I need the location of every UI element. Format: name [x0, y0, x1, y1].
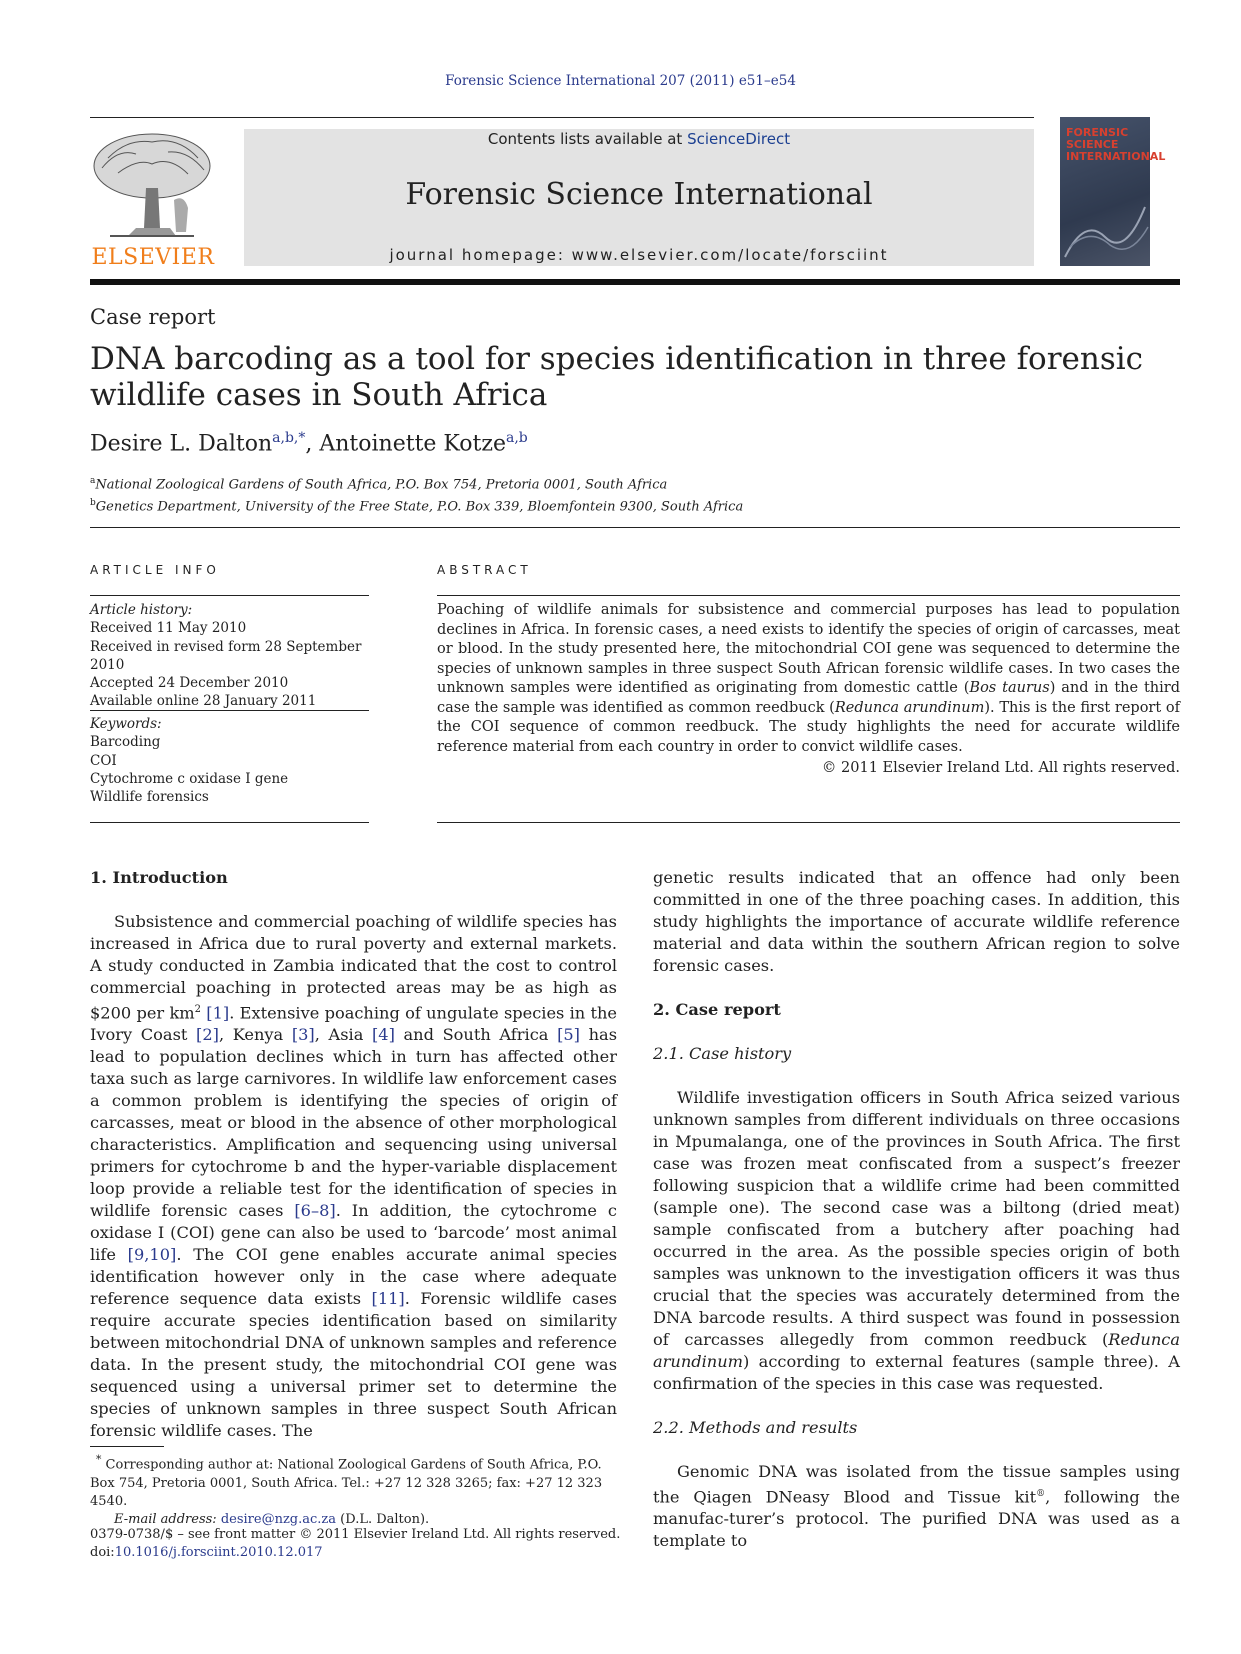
- text-segment: . Forensic wildlife cases require accurate species identification based on similarity between mitochondrial DNA of unknown samples and reference data. In the present study, the mitochondrial COI gene was sequenced using a universal primer set to determine the species of unknown samples in three suspect South African forensic wildlife cases. The: [90, 1289, 617, 1441]
- keywords-rule: [90, 710, 369, 711]
- citation-link[interactable]: [6–8]: [294, 1201, 336, 1221]
- superscript: 2: [194, 1004, 201, 1015]
- section-heading: 2. Case report: [653, 1000, 781, 1019]
- article-info-rule: [90, 595, 369, 596]
- methods-paragraph: [653, 1461, 1180, 1552]
- footnote-mark: *: [96, 1453, 102, 1466]
- email-label: E-mail address:: [114, 1512, 217, 1528]
- text-segment: and South Africa: [394, 1025, 558, 1045]
- citation-link[interactable]: [4]: [371, 1025, 395, 1045]
- header-rule: [90, 279, 1180, 285]
- text-segment: , Asia: [314, 1025, 372, 1045]
- case-history-paragraph: [653, 1087, 1180, 1395]
- section-heading: 1. Introduction: [90, 868, 228, 887]
- history-label: Article history:: [90, 602, 193, 618]
- species-name: Redunca arundinum: [653, 1330, 1180, 1371]
- affiliation: [90, 494, 743, 516]
- affiliations: [90, 472, 743, 517]
- keyword: COI: [90, 752, 117, 769]
- author-list: [90, 430, 528, 456]
- text-segment: Wildlife investigation officers in South Africa seized various unknown samples from different individuals on three occasions in Mpumalanga, one of the provinces in South Africa. The first case was frozen meat confiscated from a suspect’s freezer following suspicion that a wildlife crime had been committed (sample one). The second case was a biltong (dried meat) sample confiscated from a butchery after poaching had occurred in the area. As the possible species origin of both samples was unknown to the investigation officers it was thus crucial that the species was accurately determined from the DNA barcode results. A third suspect was found in possession of carcasses allegedly from common reedbuck (: [653, 1088, 1180, 1349]
- cover-line: INTERNATIONAL: [1066, 150, 1166, 163]
- citation-link[interactable]: [9,10]: [127, 1245, 177, 1265]
- doi-link[interactable]: 10.1016/j.forsciint.2010.12.017: [114, 1545, 323, 1560]
- author-separator: ,: [305, 431, 320, 457]
- contents-line: [244, 130, 1034, 148]
- abstract-rule: [437, 595, 1180, 596]
- text-segment: Genomic DNA was isolated from the tissue samples using the Qiagen DNeasy Blood and Tissue kit: [653, 1462, 1180, 1507]
- author-name[interactable]: Antoinette Kotze: [319, 431, 506, 457]
- affiliation: [90, 472, 743, 494]
- sciencedirect-link[interactable]: ScienceDirect: [687, 130, 791, 148]
- top-rule: [90, 117, 1034, 118]
- journal-reference[interactable]: Forensic Science International 207 (2011) e51–e54: [445, 73, 796, 89]
- keywords: [90, 715, 380, 806]
- author-name[interactable]: Desire L. Dalton: [90, 431, 273, 457]
- right-column: [653, 867, 1180, 1552]
- journal-homepage[interactable]: journal homepage: www.elsevier.com/locate/forsciint: [389, 246, 889, 264]
- tree-icon: [88, 128, 216, 243]
- article-info-heading: ARTICLE INFO: [90, 563, 220, 577]
- spacer: [653, 1439, 1180, 1461]
- text-segment: , Kenya: [218, 1025, 292, 1045]
- citation-link[interactable]: [5]: [557, 1025, 580, 1045]
- history-item: Received 11 May 2010: [90, 620, 247, 637]
- abstract-copyright: © 2011 Elsevier Ireland Ltd. All rights reserved.: [821, 760, 1180, 776]
- footnote-text: Corresponding author at: National Zoological Gardens of South Africa, P.O. Box 754, Pretoria 0001, South Africa. Tel.: +27 12 328 3265; fax: +27 12 323 4540.: [90, 1457, 603, 1509]
- article-type: Case report: [90, 305, 216, 329]
- article-title: DNA barcoding as a tool for species identification in three forensic wildlife cases in South Africa: [90, 341, 1144, 413]
- history-item: Received in revised form 28 September 2010: [90, 638, 362, 673]
- text-segment: ) according to external features (sample three). A confirmation of the species in this case was requested.: [653, 1352, 1180, 1393]
- cover-line: SCIENCE: [1066, 138, 1119, 151]
- keyword: Wildlife forensics: [90, 789, 209, 806]
- corresponding-author-footnote: [90, 1451, 610, 1530]
- citation-link[interactable]: [11]: [371, 1289, 405, 1309]
- article-history: [90, 601, 380, 711]
- intro-continuation: genetic results indicated that an offence had only been committed in one of the three poaching cases. In addition, this study highlights the importance of accurate wildlife reference material and data within the southern African region to solve forensic cases.: [653, 868, 1180, 975]
- issn-block: [90, 1526, 630, 1562]
- issn-line: 0379-0738/$ – see front matter © 2011 Elsevier Ireland Ltd. All rights reserved.: [90, 1527, 621, 1542]
- affiliation-text: National Zoological Gardens of South Africa, P.O. Box 754, Pretoria 0001, South Africa: [95, 477, 668, 493]
- text-segment: . Extensive poaching of ungulate species in the Ivory Coast: [90, 1003, 618, 1045]
- citation-link[interactable]: [1]: [206, 1003, 230, 1023]
- keywords-label: Keywords:: [90, 716, 162, 732]
- email-owner: (D.L. Dalton).: [336, 1512, 430, 1528]
- spacer: [653, 977, 1180, 999]
- abstract-segment: ). This is the first report of the COI sequence of common reedbuck. The study highlights the need for accurate wildlife reference material from each country in order to convict wildlife cases.: [437, 699, 1180, 755]
- subsection-heading: 2.1. Case history: [653, 1044, 792, 1063]
- abstract-segment: ) and in the third case the sample was identified as common reedbuck (: [437, 680, 1180, 716]
- abstract-heading: ABSTRACT: [437, 563, 532, 577]
- cover-title: [1066, 127, 1165, 163]
- spacer: [653, 1065, 1180, 1087]
- spacer: [653, 1395, 1180, 1417]
- affiliation-text: Genetics Department, University of the Free State, P.O. Box 339, Bloemfontein 9300, South Africa: [95, 499, 744, 515]
- abstract-text: [437, 601, 1180, 757]
- elsevier-wordmark[interactable]: ELSEVIER: [91, 245, 215, 270]
- citation-link[interactable]: [2]: [196, 1025, 219, 1045]
- left-column: [90, 867, 617, 1442]
- spacer: [90, 889, 617, 911]
- abstract-bottom-rule: [437, 822, 1180, 823]
- text-segment: Subsistence and commercial poaching of wildlife species has increased in Africa due to rural poverty and external markets. A study conducted in Zambia indicated that the cost to control commercial poaching in protected areas may be as high as $200 per km: [90, 912, 617, 1023]
- text-segment: has lead to population declines which in turn has affected other taxa such as large carnivores. In wildlife law enforcement cases a common problem is identifying the species of origin of carcasses, meat or blood in the absence of other morphological characteristics. Amplification and sequencing using universal primers for cytochrome b and the hyper-variable displacement loop provide a reliable test for the identification of species in wildlife forensic cases: [90, 1025, 618, 1221]
- email-link[interactable]: desire@nzg.ac.za: [220, 1512, 337, 1528]
- cover-structure-image: [1060, 187, 1150, 266]
- spacer: [653, 1021, 1180, 1043]
- affiliation-mark: b: [90, 498, 96, 509]
- history-item: Available online 28 January 2011: [90, 693, 317, 710]
- registered-mark: ®: [1036, 1489, 1046, 1499]
- cover-line: FORENSIC: [1066, 126, 1129, 139]
- affiliation-mark: a: [90, 476, 96, 486]
- subsection-heading: 2.2. Methods and results: [653, 1418, 858, 1437]
- author-affiliation-marks[interactable]: a,b,*: [272, 430, 306, 446]
- history-item: Accepted 24 December 2010: [90, 675, 289, 692]
- citation-link[interactable]: [3]: [291, 1025, 315, 1045]
- text-segment: , following the manufac-turer’s protocol. The purified DNA was used as a template to: [653, 1487, 1180, 1551]
- text-segment: . The COI gene enables accurate animal species identification however only in the case where adequate reference sequence data exists: [90, 1245, 617, 1309]
- intro-paragraph: [90, 911, 617, 1442]
- doi-label: doi:: [90, 1545, 115, 1560]
- keyword: Cytochrome c oxidase I gene: [90, 770, 289, 787]
- text-segment: . In addition, the cytochrome c oxidase I (COI) gene can also be used to ‘barcode’ most animal life: [90, 1201, 617, 1265]
- abstract-segment: Poaching of wildlife animals for subsistence and commercial purposes has lead to population declines in Africa. In forensic cases, a need exists to identify the species of origin of carcasses, meat or blood. In the study presented here, the mitochondrial COI gene was sequenced to determine the species of unknown samples in three suspect South African forensic wildlife cases. In two cases the unknown samples were identified as originating from domestic cattle (: [437, 602, 1180, 696]
- journal-title: Forensic Science International: [405, 177, 873, 212]
- keyword: Barcoding: [90, 734, 161, 751]
- species-name: Bos taurus: [969, 680, 1050, 696]
- title-rule: [90, 527, 1180, 528]
- journal-cover[interactable]: [1060, 117, 1166, 266]
- doi-line: [90, 1544, 630, 1562]
- species-name: Redunca arundinum: [834, 699, 985, 716]
- footnote-rule: [90, 1446, 164, 1447]
- contents-prefix: Contents lists available at: [487, 130, 683, 148]
- footnote-line: [90, 1451, 610, 1511]
- article-info-bottom-rule: [90, 822, 369, 823]
- author-affiliation-marks[interactable]: a,b: [505, 430, 528, 446]
